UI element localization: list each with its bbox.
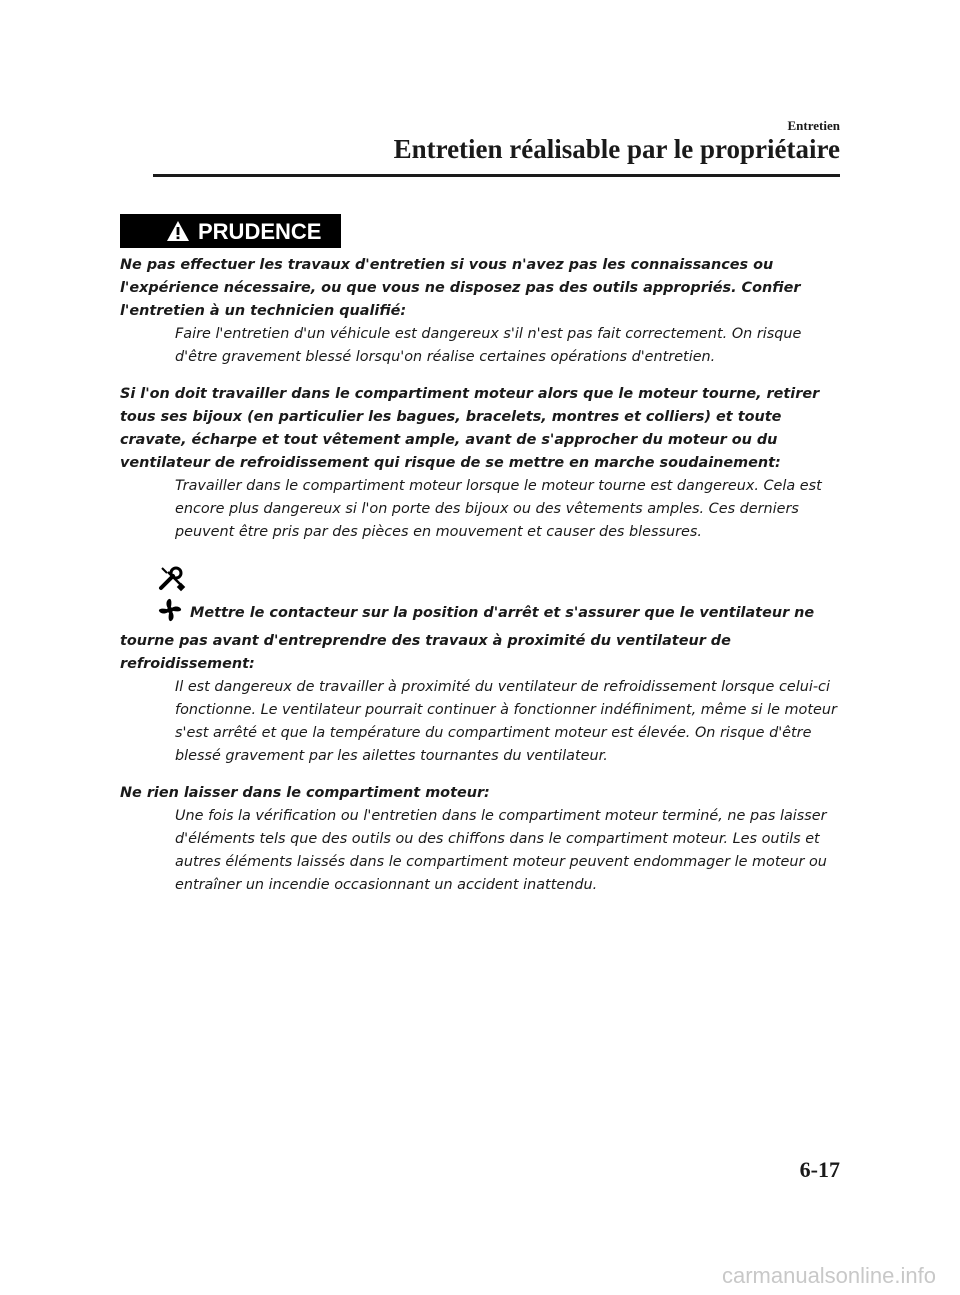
warning-item xyxy=(120,598,845,768)
warning-item xyxy=(120,782,845,897)
prudence-badge xyxy=(120,214,341,248)
warning-item xyxy=(120,254,845,369)
wrench-screwdriver-icon xyxy=(158,564,186,592)
warning-item-desc: Travailler dans le compartiment moteur lorsque le moteur tourne est dangereux. Cela est encore plus dangereux si l'on porte des bijoux ou des vêtements amples. Ces derniers peuvent être pris par des pièces en mouvement et causer des blessures. xyxy=(175,478,822,540)
warning-item-lead: Ne rien laisser dans le compartiment moteur: xyxy=(120,785,490,801)
warning-item-lead-text: Mettre le contacteur sur la position d'arrêt et s'assurer que le ventilateur ne tourne pas avant d'entreprendre des travaux à proximité du ventilateur de refroidissement: xyxy=(120,605,815,672)
prudence-label: PRUDENCE xyxy=(198,218,322,244)
warning-triangle-icon xyxy=(166,220,190,242)
tools-icon-row xyxy=(120,564,845,598)
fan-icon xyxy=(158,598,182,630)
warning-item-desc: Faire l'entretien d'un véhicule est dangereux s'il n'est pas fait correctement. On risque d'être gravement blessé lorsqu'on réalise certaines opérations d'entretien. xyxy=(175,326,802,365)
warning-item-desc: Il est dangereux de travailler à proximité du ventilateur de refroidissement lorsque celui-ci fonctionne. Le ventilateur pourrait continuer à fonctionner indéfiniment, même si le moteur s'est arrêté et que la température du compartiment moteur est élevée. On risque d'être blessé gravement par les ailettes tournantes du ventilateur. xyxy=(175,679,837,764)
header-divider xyxy=(153,174,840,177)
section-name: Entretien xyxy=(787,118,840,133)
warning-item-lead: Si l'on doit travailler dans le compartiment moteur alors que le moteur tourne, retirer tous ses bijoux (en particulier les bagues, bracelets, montres et colliers) et toute cravate, écharpe et tout vêtement ample, avant de s'approcher du moteur ou du ventilateur de refroidissement qui risque de se mettre en marche soudainement: xyxy=(120,386,820,471)
warning-item-lead xyxy=(120,598,845,676)
warning-item xyxy=(120,383,845,544)
page-number: 6-17 xyxy=(799,1157,840,1182)
watermark: carmanualsonline.info xyxy=(721,1263,936,1288)
page-title: Entretien réalisable par le propriétaire xyxy=(393,134,840,164)
warning-item-desc: Une fois la vérification ou l'entretien dans le compartiment moteur terminé, ne pas laisser d'éléments tels que des outils ou des chiffons dans le compartiment moteur. Les outils et autres éléments laissés dans le compartiment moteur peuvent endommager le moteur ou entraîner un incendie occasionnant un accident inattendu. xyxy=(175,808,827,893)
warning-item-lead: Ne pas effectuer les travaux d'entretien si vous n'avez pas les connaissances ou l'expérience nécessaire, ou que vous ne disposez pas des outils appropriés. Confier l'entretien à un technicien qualifié: xyxy=(120,257,801,319)
warning-block xyxy=(120,214,845,911)
